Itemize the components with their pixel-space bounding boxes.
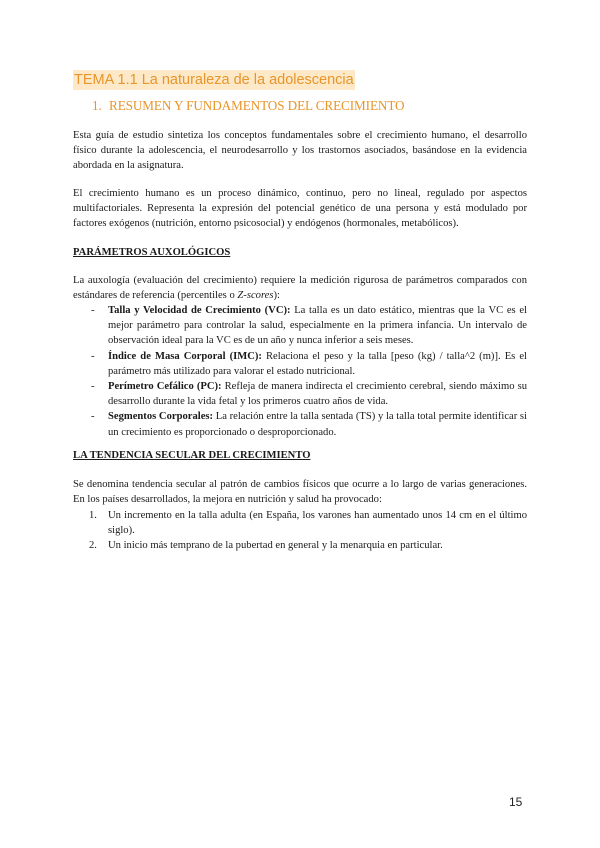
section-heading: [92, 98, 404, 114]
auxology-heading: PARÁMETROS AUXOLÓGICOS: [73, 247, 231, 258]
secular-trend-heading: LA TENDENCIA SECULAR DEL CRECIMIENTO: [73, 450, 311, 461]
auxology-intro-start: La auxología (evaluación del crecimiento) requiere la medición rigurosa de parámetros comparados con estándares de referencia (percentiles o: [73, 275, 527, 302]
section-number: 1.: [92, 98, 102, 113]
parameter-term: Segmentos Corporales:: [108, 411, 214, 423]
list-number: 1.: [89, 510, 97, 521]
parameter-term: Perímetro Cefálico (PC):: [108, 381, 222, 393]
list-bullet: -: [91, 305, 95, 316]
list-bullet: -: [91, 350, 95, 362]
secular-trend-intro: Se denomina tendencia secular al patrón de cambios físicos que ocurre a lo largo de varias generaciones. En los países desarrollados, la mejora en nutrición y salud ha provocado:: [73, 479, 527, 506]
list-item: [73, 538, 527, 553]
parameter-description: Relaciona el peso y la talla [peso (kg) / talla^2 (m)]. Es el parámetro más utilizado para valorar el estado nutricional.: [108, 350, 527, 377]
auxology-intro-end: ):: [273, 290, 280, 302]
secular-trend-list: [73, 508, 527, 554]
intro-paragraph-1: Esta guía de estudio sintetiza los conceptos fundamentales sobre el crecimiento humano, el desarrollo físico durante la adolescencia, el neurodesarrollo y los trastornos asociados, basándose en la evidencia abordada en la asignatura.: [73, 130, 527, 172]
list-item-text: Un inicio más temprano de la pubertad en general y la menarquia en particular.: [108, 540, 443, 552]
auxology-intro-emphasis: Z-scores: [237, 290, 274, 302]
parameter-description: Refleja de manera indirecta el crecimiento cerebral, siendo máximo su desarrollo durante la vida fetal y los primeros cuatro años de vida.: [108, 381, 527, 408]
parameter-description: La relación entre la talla sentada (TS) y la talla total permite identificar si un crecimiento es proporcionado o desproporcionado.: [108, 411, 527, 438]
list-item: [73, 508, 527, 538]
auxology-parameter-list: [73, 303, 527, 440]
list-item: [73, 379, 527, 409]
list-bullet: -: [91, 381, 95, 393]
parameter-term: Índice de Masa Corporal (IMC):: [108, 350, 262, 362]
list-item: [73, 409, 527, 439]
list-item-text: Un incremento en la talla adulta (en España, los varones han aumentado unos 14 cm en el último siglo).: [108, 510, 527, 537]
parameter-description: La talla es un dato estático, mientras que la VC es el mejor parámetro para controlar la salud, especialmente en la primera infancia. Un intervalo de observación ideal para la VC es de un año y nunca inferior a seis meses.: [108, 305, 527, 347]
topic-title: TEMA 1.1 La naturaleza de la adolescencia: [74, 72, 354, 88]
list-number: 2.: [89, 540, 97, 552]
page-number: 15: [509, 795, 523, 809]
list-item: [73, 349, 527, 379]
list-bullet: -: [91, 411, 95, 423]
intro-paragraph-2: El crecimiento humano es un proceso dinámico, continuo, pero no lineal, regulado por aspectos multifactoriales. Representa la expresión del potencial genético de una persona y está modulado por factores exógenos (nutrición, entorno psicosocial) y endógenos (hormonales, metabólicos).: [73, 188, 527, 230]
section-title: RESUMEN Y FUNDAMENTOS DEL CRECIMIENTO: [109, 98, 405, 113]
auxology-intro: [73, 273, 527, 303]
list-item: [73, 303, 527, 349]
parameter-term: Talla y Velocidad de Crecimiento (VC):: [108, 305, 291, 316]
